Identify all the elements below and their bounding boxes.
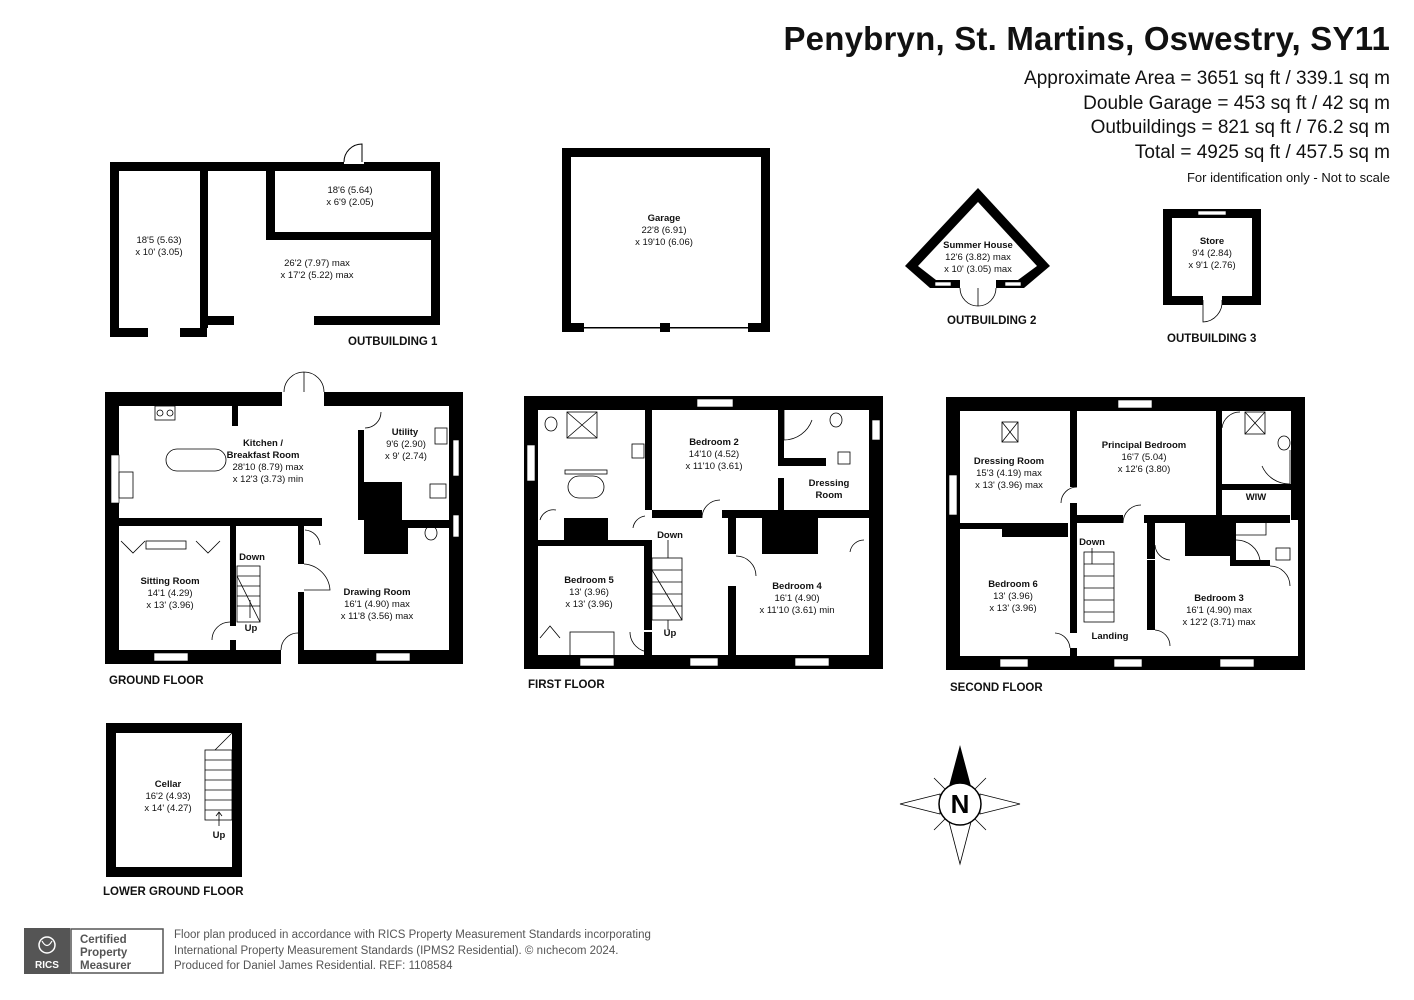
double-door-icon [960,288,996,306]
area-total: Total = 4925 sq ft / 457.5 sq m [1134,141,1390,163]
rics-brand: RICS [35,960,59,971]
bedroom-2-name: Bedroom 2 [689,437,739,448]
compass-letter: N [950,789,970,819]
dressing-room-2-name: Dressing Room [973,456,1045,467]
bedroom-2-dims-2: x 11'10 (3.61) [685,461,743,472]
second-floor [946,397,1305,670]
ob1-room-a-dims-1: 18'5 (5.63) [136,235,182,246]
utility-dims-1: 9'6 (2.90) [386,439,426,450]
compass-icon [900,745,1020,864]
utility-name: Utility [391,427,419,438]
kitchen-dims-2: x 12'3 (3.73) min [232,474,304,485]
cellar-stairs [205,733,232,826]
store-dims-1: 9'4 (2.84) [1192,248,1232,259]
bedroom-4-name: Bedroom 4 [772,581,822,592]
summer-house-name: Summer House [943,240,1013,251]
area-approx: Approximate Area = 3651 sq ft / 339.1 sq m [1024,68,1390,89]
bedroom-4-dims-1: 16'1 (4.90) [774,593,820,604]
first-floor-label: FIRST FLOOR [528,679,605,691]
door-icon [1203,300,1222,322]
summer-house-dims-2: x 10' (3.05) max [944,264,1012,275]
door-icon [344,144,362,162]
drawing-room-dims-1: 16'1 (4.90) max [344,599,410,610]
area-outbuildings: Outbuildings = 821 sq ft / 76.2 sq m [1090,117,1390,138]
summer-house-dims-1: 12'6 (3.82) max [945,252,1011,263]
ob2-label: OUTBUILDING 2 [947,315,1037,327]
bedroom-5-dims-2: x 13' (3.96) [565,599,613,610]
principal-bedroom-dims-1: 16'7 (5.04) [1121,452,1167,463]
cellar-dims-2: x 14' (4.27) [144,803,192,814]
kitchen-name-1: Kitchen / [242,438,284,449]
bedroom-6-dims-1: 13' (3.96) [993,591,1033,602]
kitchen-dims-1: 28'10 (8.79) max [232,462,304,473]
principal-bedroom-dims-2: x 12'6 (3.80) [1117,464,1171,475]
bedroom-4-dims-2: x 11'10 (3.61) min [759,605,835,616]
ob1-room-c-dims-2: x 17'2 (5.22) max [280,270,354,281]
page-title: Penybryn, St. Martins, Oswestry, SY11 [783,20,1390,57]
sitting-room-name: Sitting Room [140,576,200,587]
cellar-dims-1: 16'2 (4.93) [145,791,191,802]
bedroom-3-dims-2: x 12'2 (3.71) max [1182,617,1256,628]
first-stairs-up: Up [663,628,677,639]
bedroom-6-dims-2: x 13' (3.96) [989,603,1037,614]
store-name: Store [1199,236,1225,247]
bedroom-2-dims-1: 14'10 (4.52) [688,449,740,460]
kitchen-name-2: Breakfast Room [226,450,300,461]
cellar-name: Cellar [154,779,182,790]
utility-dims-2: x 9' (2.74) [385,451,427,462]
badge-line-1: Certified [80,934,127,946]
garage-dims-2: x 19'10 (6.06) [635,237,693,248]
sitting-room-dims-2: x 13' (3.96) [146,600,194,611]
store-dims-2: x 9'1 (2.76) [1188,260,1236,271]
dressing-room-2-dims-1: 15'3 (4.19) max [976,468,1042,479]
ob1-label: OUTBUILDING 1 [348,336,438,348]
ob1-room-b-dims-2: x 6'9 (2.05) [326,197,374,208]
area-garage: Double Garage = 453 sq ft / 42 sq m [1083,92,1390,114]
drawing-room-dims-2: x 11'8 (3.56) max [340,611,414,622]
drawing-room-name: Drawing Room [343,587,411,598]
ground-stairs-up: Up [244,623,258,634]
principal-bedroom-name: Principal Bedroom [1101,440,1187,451]
bedroom-6-name: Bedroom 6 [988,579,1038,590]
garage-name: Garage [647,213,681,224]
footer-disclaimer [174,928,651,975]
ob1-room-b-dims-1: 18'6 (5.64) [327,185,373,196]
bedroom-3-dims-1: 16'1 (4.90) max [1186,605,1252,616]
ob1-room-c-dims-1: 26'2 (7.97) max [284,258,350,269]
landing-label: Landing [1091,631,1129,642]
ground-floor-label: GROUND FLOOR [109,675,204,687]
badge-line-2: Property [80,947,128,959]
rics-badge [24,928,164,974]
footer-line-3: Produced for Daniel James Residential. REF: 1108584 [174,960,453,972]
bedroom-5-dims-1: 13' (3.96) [569,587,609,598]
bedroom-5-name: Bedroom 5 [564,575,614,586]
ob1-room-a-dims-2: x 10' (3.05) [135,247,183,258]
lower-ground-floor-label: LOWER GROUND FLOOR [103,886,244,898]
badge-line-3: Measurer [80,960,132,972]
second-stairs-down: Down [1079,537,1105,548]
garage-dims-1: 22'8 (6.91) [641,225,687,236]
second-floor-label: SECOND FLOOR [950,682,1043,694]
sitting-room-dims-1: 14'1 (4.29) [147,588,193,599]
ob3-label: OUTBUILDING 3 [1167,333,1257,345]
scale-note: For identification only - Not to scale [1186,170,1390,185]
first-stairs-down: Down [657,530,683,541]
bedroom-3-name: Bedroom 3 [1194,593,1244,604]
footer-line-2: International Property Measurement Standards (IPMS2 Residential). © nıchecom 2024. [174,944,619,957]
walk-in-wardrobe-label: WIW [1245,492,1267,503]
dressing-room-1-name-1: Dressing [808,478,850,489]
dressing-room-1-name-2: Room [815,490,843,501]
dressing-room-2-dims-2: x 13' (3.96) max [975,480,1043,491]
cellar-stairs-up: Up [212,830,226,841]
ground-stairs-down: Down [239,552,265,563]
footer-line-1: Floor plan produced in accordance with RICS Property Measurement Standards incorporating [174,929,651,941]
